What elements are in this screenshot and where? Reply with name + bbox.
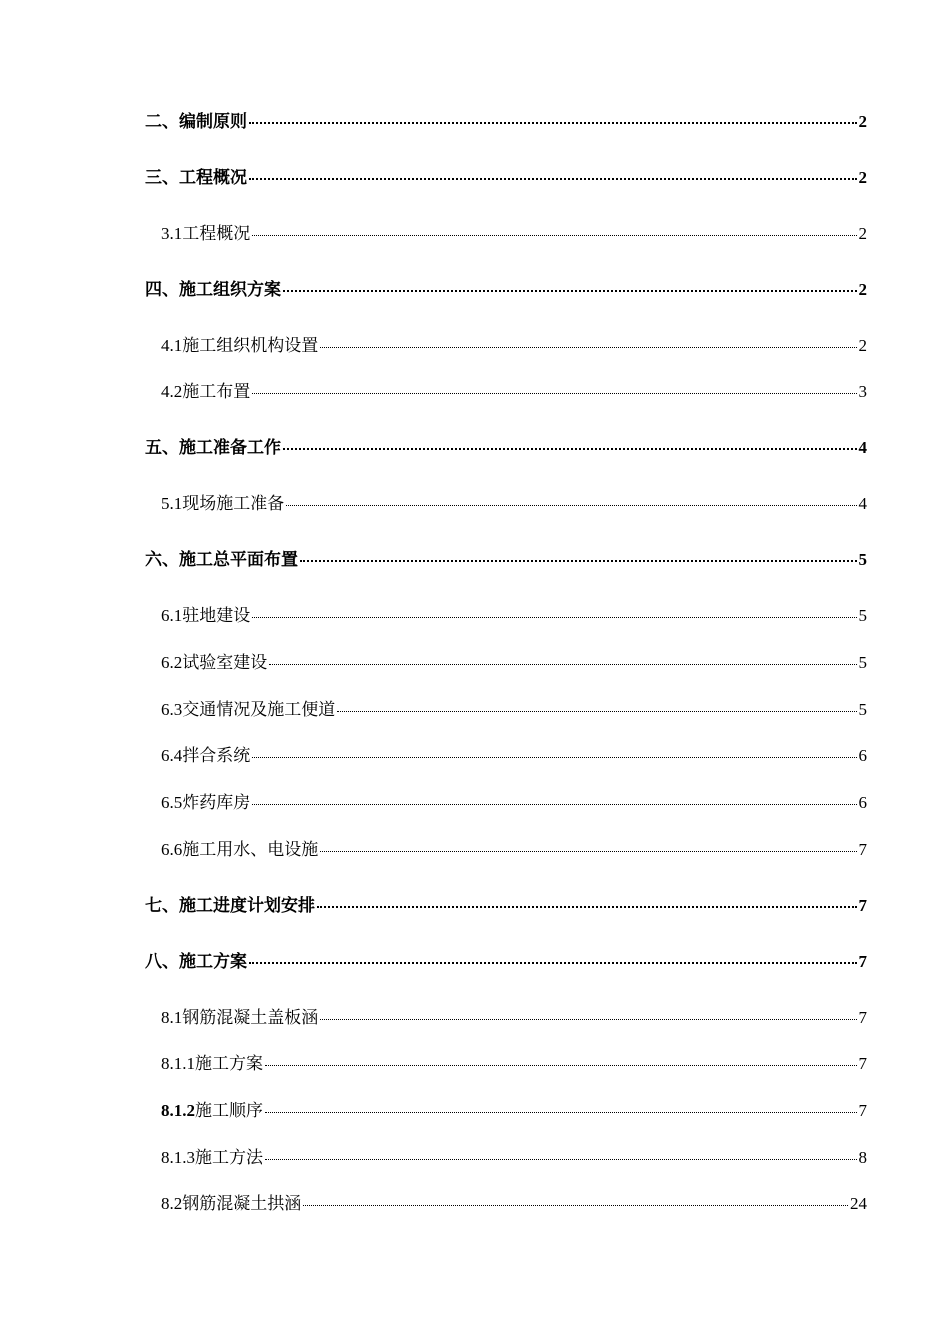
toc-dot-leader (265, 1112, 857, 1113)
toc-label: 施工布置 (182, 382, 251, 401)
toc-label: 施工组织方案 (179, 280, 281, 299)
toc-dot-leader (320, 347, 856, 348)
toc-dot-leader (265, 1065, 857, 1066)
toc-label: 施工进度计划安排 (179, 896, 315, 915)
toc-label: 钢筋混凝土拱涵 (182, 1194, 302, 1213)
toc-dot-leader (320, 1019, 856, 1020)
toc-page-number: 24 (850, 1194, 867, 1213)
toc-label: 试验室建设 (182, 653, 268, 672)
toc-dot-leader (249, 178, 857, 180)
toc-entry[interactable] (161, 1102, 867, 1119)
toc-label: 钢筋混凝土盖板涵 (182, 1008, 319, 1027)
toc-entry[interactable] (161, 1149, 867, 1166)
toc-page-number: 7 (858, 840, 867, 859)
toc-number: 8.1 (161, 1008, 183, 1027)
toc-dot-leader (283, 448, 857, 450)
toc-entry[interactable] (161, 1009, 867, 1026)
toc-entry[interactable] (161, 794, 867, 811)
toc-label: 工程概况 (182, 224, 251, 243)
toc-entry[interactable] (145, 281, 867, 298)
toc-dot-leader (265, 1159, 857, 1160)
toc-page-number: 2 (858, 336, 867, 355)
toc-entry[interactable] (145, 169, 867, 186)
toc-label: 交通情况及施工便道 (182, 700, 336, 719)
toc-dot-leader (269, 664, 856, 665)
toc-page-number: 4 (858, 438, 867, 457)
toc-number: 八、 (145, 952, 179, 971)
toc-dot-leader (337, 711, 856, 712)
toc-entry[interactable] (145, 953, 867, 970)
toc-entry[interactable] (161, 701, 867, 718)
toc-number: 6.3 (161, 700, 183, 719)
toc-page-number: 3 (858, 382, 867, 401)
toc-label: 施工方案 (195, 1054, 263, 1073)
toc-label: 拌合系统 (182, 746, 251, 765)
toc-page-number: 7 (858, 1008, 867, 1027)
toc-number: 8.1.3 (161, 1148, 195, 1167)
toc-dot-leader (286, 505, 856, 506)
toc-label: 现场施工准备 (182, 494, 285, 513)
toc-page-number: 5 (858, 550, 867, 569)
toc-page-number: 6 (858, 746, 867, 765)
toc-entry[interactable] (161, 841, 867, 858)
toc-number: 8.2 (161, 1194, 183, 1213)
toc-number: 4.2 (161, 382, 183, 401)
toc-label: 施工用水、电设施 (182, 840, 319, 859)
toc-dot-leader (249, 962, 857, 964)
toc-dot-leader (320, 851, 856, 852)
toc-label: 炸药库房 (182, 793, 251, 812)
toc-label: 施工方法 (195, 1148, 263, 1167)
toc-page-number: 8 (858, 1148, 867, 1167)
toc-page-number: 5 (858, 700, 867, 719)
toc-number: 4.1 (161, 336, 183, 355)
toc-label: 施工总平面布置 (179, 550, 298, 569)
toc-entry[interactable] (161, 383, 867, 400)
toc-page-number: 7 (858, 1054, 867, 1073)
toc-label: 施工准备工作 (179, 438, 281, 457)
toc-dot-leader (252, 235, 856, 236)
toc-dot-leader (252, 804, 856, 805)
toc-entry[interactable] (145, 439, 867, 456)
toc-entry[interactable] (161, 495, 867, 512)
toc-entry[interactable] (161, 607, 867, 624)
toc-dot-leader (252, 617, 856, 618)
toc-entry[interactable] (145, 551, 867, 568)
toc-entry[interactable] (145, 897, 867, 914)
toc-number: 8.1.1 (161, 1054, 195, 1073)
toc-entry[interactable] (161, 337, 867, 354)
toc-page-number: 6 (858, 793, 867, 812)
toc-number: 四、 (145, 280, 179, 299)
toc-entry[interactable] (161, 654, 867, 671)
toc-dot-leader (283, 290, 857, 292)
toc-label: 编制原则 (179, 112, 247, 131)
toc-page-number: 7 (858, 1101, 867, 1120)
toc-number: 二、 (145, 112, 179, 131)
toc-dot-leader (252, 393, 856, 394)
toc-entry[interactable] (161, 1195, 867, 1212)
toc-number: 三、 (145, 168, 179, 187)
toc-number: 6.1 (161, 606, 183, 625)
toc-entry[interactable] (161, 1055, 867, 1072)
toc-page-number: 5 (858, 653, 867, 672)
toc-number: 6.6 (161, 840, 183, 859)
toc-number: 6.2 (161, 653, 183, 672)
toc-page-number: 2 (858, 112, 867, 131)
toc-number: 5.1 (161, 494, 183, 513)
toc-label: 施工组织机构设置 (182, 336, 319, 355)
toc-page-number: 4 (858, 494, 867, 513)
toc-page-number: 2 (858, 224, 867, 243)
toc-number: 六、 (145, 550, 179, 569)
toc-number: 五、 (145, 438, 179, 457)
toc-page-number: 7 (858, 896, 867, 915)
toc-number: 6.5 (161, 793, 183, 812)
toc-label: 施工方案 (179, 952, 247, 971)
toc-dot-leader (300, 560, 857, 562)
toc-number: 8.1.2 (161, 1101, 195, 1120)
toc-label: 驻地建设 (182, 606, 251, 625)
toc-entry[interactable] (145, 113, 867, 130)
toc-number: 3.1 (161, 224, 183, 243)
toc-dot-leader (249, 122, 857, 124)
toc-number: 6.4 (161, 746, 183, 765)
toc-dot-leader (317, 906, 857, 908)
toc-page-number: 2 (858, 280, 867, 299)
toc-label: 工程概况 (179, 168, 247, 187)
toc-dot-leader (252, 757, 856, 758)
toc-label: 施工顺序 (195, 1101, 263, 1120)
toc-page-number: 7 (858, 952, 867, 971)
toc-entry[interactable] (161, 747, 867, 764)
toc-entry[interactable] (161, 225, 867, 242)
toc-page-number: 2 (858, 168, 867, 187)
toc-number: 七、 (145, 896, 179, 915)
toc-dot-leader (303, 1205, 848, 1206)
toc-page-number: 5 (858, 606, 867, 625)
